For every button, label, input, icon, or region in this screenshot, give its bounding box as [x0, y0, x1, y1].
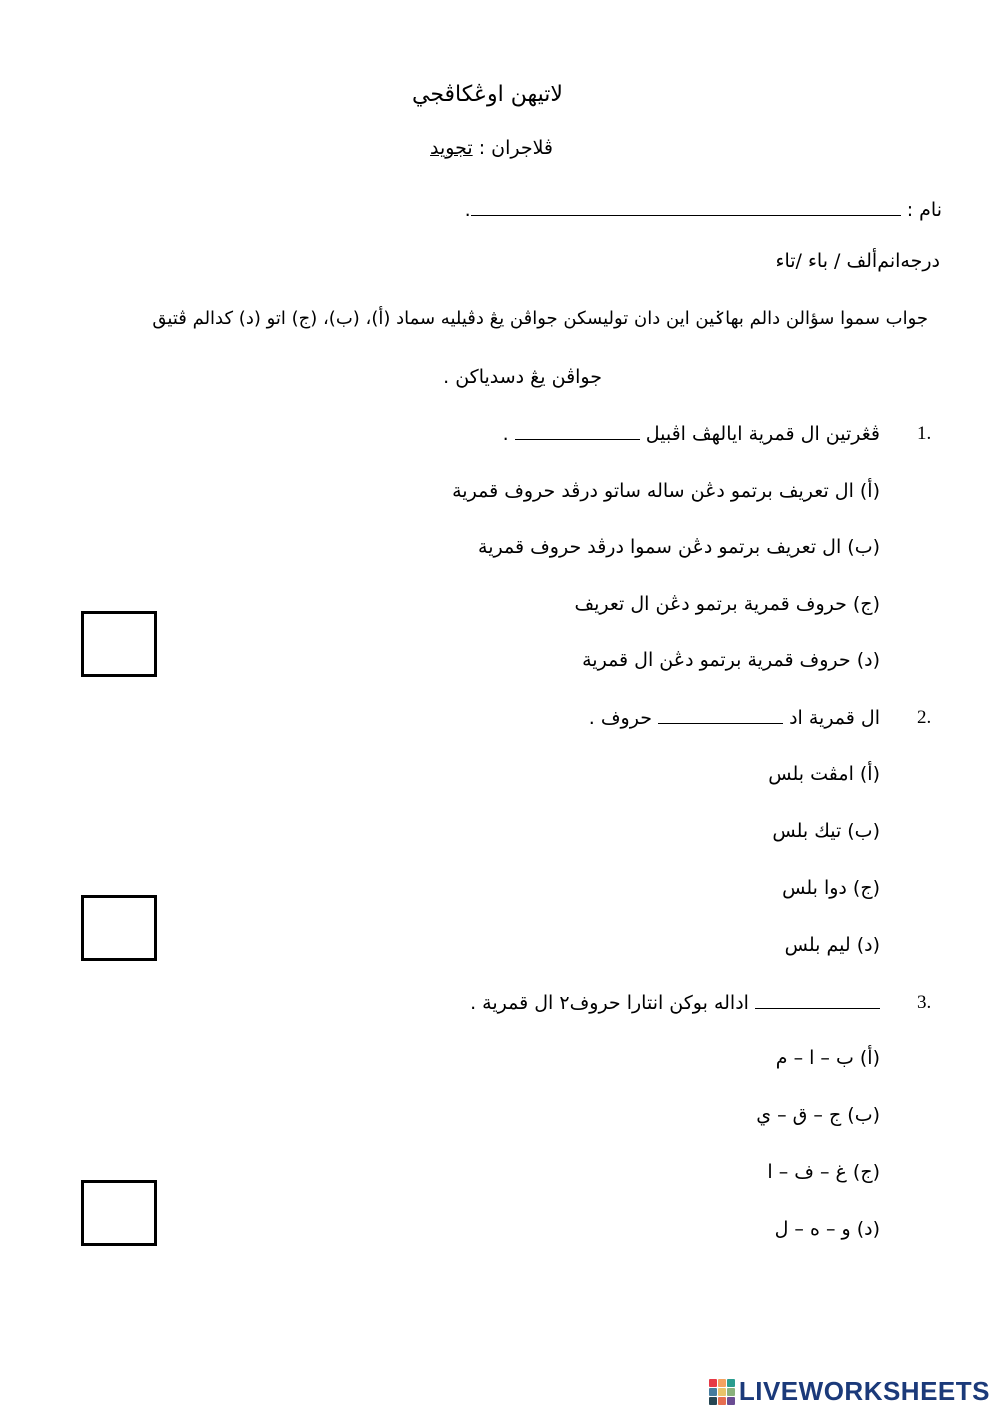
logo-grid-icon [709, 1379, 735, 1405]
logo-cell [727, 1388, 735, 1396]
name-input-line[interactable] [471, 199, 901, 216]
logo-cell [727, 1397, 735, 1405]
question-3-blank [755, 992, 880, 1009]
logo-cell [718, 1379, 726, 1387]
name-label: نام : [906, 199, 942, 221]
question-3-option-b: (ب) ج – ق – ي [756, 1104, 880, 1126]
question-3-option-a: (أ) ب – ا – م [775, 1047, 880, 1069]
name-field-row: نام : . [464, 199, 942, 221]
logo-cell [709, 1388, 717, 1396]
question-2-option-d: (د) ليم بلس [784, 934, 880, 956]
question-2-option-c: (ج) دوا بلس [782, 877, 880, 899]
question-2-blank [658, 707, 783, 724]
question-1-option-a: (أ) ال تعريف برتمو دڠن ساله ساتو درڤد حروف قمرية [452, 480, 880, 502]
logo-cell [709, 1379, 717, 1387]
question-2-answer-box[interactable] [81, 895, 157, 961]
question-1-stem [503, 423, 880, 444]
question-3-option-c: (ج) غ – ف – ا [767, 1161, 880, 1183]
logo-cell [709, 1397, 717, 1405]
question-2-option-b: (ب) تيك بلس [772, 820, 880, 842]
liveworksheets-logo [709, 1376, 990, 1407]
question-2-option-a: (أ) امڤت بلس [768, 763, 880, 785]
subject-line [430, 139, 553, 158]
instructions-line-1: جواب سموا سؤالن دالم بهاݢين اين دان توليسكن جواڤن يڠ دڤيليه سماد (أ)، (ب)، (ج) اتو (د) كدالم ڤتيق [152, 308, 928, 329]
question-2-number: 2. [917, 707, 932, 728]
logo-cell [718, 1388, 726, 1396]
question-1-option-d: (د) حروف قمرية برتمو دڠن ال قمرية [582, 649, 880, 671]
question-3-option-d: (د) و – ه – ل [774, 1218, 880, 1240]
question-3-answer-box[interactable] [81, 1180, 157, 1246]
logo-cell [727, 1379, 735, 1387]
question-1-answer-box[interactable] [81, 611, 157, 677]
question-1-text: ڤڠرتين ال قمرية ايالهڤ اڤبيل [645, 423, 880, 445]
subject-label: ڤلاجران : [478, 137, 554, 159]
instructions-line-2: جواڤن يڠ دسدياكن . [443, 366, 602, 388]
question-2-stem [589, 707, 880, 728]
question-1-option-b: (ب) ال تعريف برتمو دڠن سموا درڤد حروف قمرية [478, 536, 880, 558]
question-2-text: ال قمرية اد [789, 707, 880, 729]
question-3-stem [470, 992, 880, 1013]
worksheet-title: لاتيهن اوڠكاڤجي [412, 82, 563, 107]
grade-line: درجه‌انم‌ألف / باء /تاء [775, 250, 940, 272]
question-1-option-c: (ج) حروف قمرية برتمو دڠن ال تعريف [574, 593, 880, 615]
question-2-text-end: حروف . [588, 707, 652, 729]
question-1-number: 1. [917, 423, 932, 444]
logo-cell [718, 1397, 726, 1405]
subject-value: تجويد [430, 137, 473, 159]
question-1-blank [515, 423, 640, 440]
question-3-number: 3. [917, 992, 932, 1013]
question-1-text-end: . [502, 423, 509, 445]
logo-text: LIVEWORKSHEETS [738, 1376, 990, 1406]
question-3-text: اداله بوكن انتارا حروف٢ ال قمرية . [470, 992, 749, 1014]
